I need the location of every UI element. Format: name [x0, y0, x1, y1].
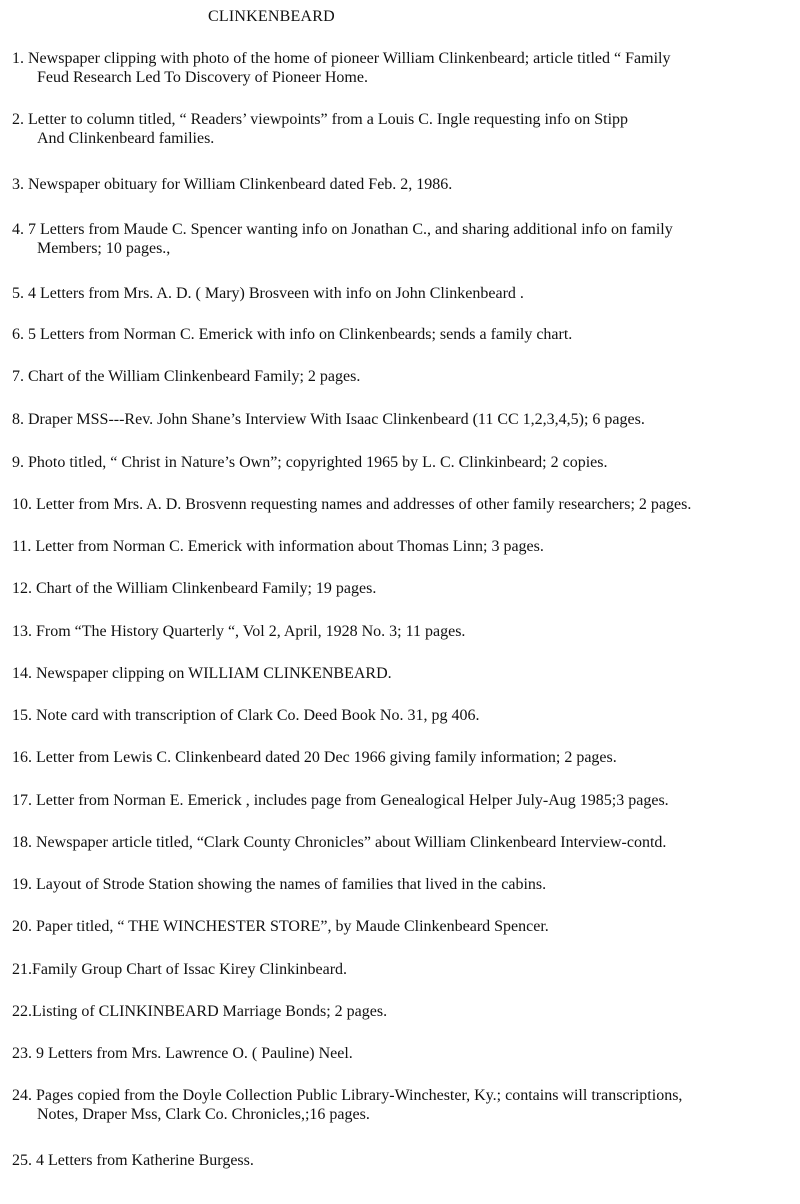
list-item: [12, 453, 792, 472]
list-item: [12, 960, 792, 979]
list-item-text: 25. 4 Letters from Katherine Burgess.: [12, 1152, 254, 1169]
list-item: [12, 1002, 792, 1021]
list-item-text: 15. Note card with transcription of Clark Co. Deed Book No. 31, pg 406.: [12, 707, 480, 724]
list-item-text: 17. Letter from Norman E. Emerick , includes page from Genealogical Helper July-Aug 1985;3 pages.: [12, 792, 669, 809]
list-item-continuation: Notes, Draper Mss, Clark Co. Chronicles,;16 pages.: [37, 1106, 370, 1123]
list-item: [12, 284, 792, 303]
list-item-text: 7. Chart of the William Clinkenbeard Family; 2 pages.: [12, 368, 361, 385]
list-item-text: 16. Letter from Lewis C. Clinkenbeard dated 20 Dec 1966 giving family information; 2 pages.: [12, 749, 617, 766]
list-item: [12, 1151, 792, 1170]
list-item-continuation: And Clinkenbeard families.: [37, 130, 215, 147]
list-item-text: 20. Paper titled, “ THE WINCHESTER STORE”, by Maude Clinkenbeard Spencer.: [12, 918, 549, 935]
list-item: [12, 875, 792, 894]
list-item: [12, 706, 792, 725]
list-item: [12, 325, 792, 344]
list-item-text: 10. Letter from Mrs. A. D. Brosvenn requesting names and addresses of other family researchers; 2 pages.: [12, 496, 692, 513]
list-item-text: 5. 4 Letters from Mrs. A. D. ( Mary) Brosveen with info on John Clinkenbeard .: [12, 285, 524, 302]
list-item: [12, 1086, 792, 1124]
list-item: [12, 791, 792, 810]
list-item-text: 11. Letter from Norman C. Emerick with information about Thomas Linn; 3 pages.: [12, 538, 544, 555]
list-item-text: 13. From “The History Quarterly “, Vol 2, April, 1928 No. 3; 11 pages.: [12, 623, 466, 640]
list-item-text: 14. Newspaper clipping on WILLIAM CLINKENBEARD.: [12, 665, 392, 682]
list-item-text: 21.Family Group Chart of Issac Kirey Clinkinbeard.: [12, 961, 348, 978]
list-item: [12, 495, 792, 514]
list-item: [12, 410, 792, 429]
list-item: [12, 833, 792, 852]
list-item: [12, 664, 792, 683]
list-item-text: 24. Pages copied from the Doyle Collection Public Library-Winchester, Ky.; contains will transcriptions,: [12, 1087, 683, 1104]
list-item: [12, 622, 792, 641]
list-item-text: 18. Newspaper article titled, “Clark County Chronicles” about William Clinkenbeard Interview-contd.: [12, 834, 667, 851]
list-item-continuation: Feud Research Led To Discovery of Pioneer Home.: [37, 69, 368, 86]
list-item-text: 6. 5 Letters from Norman C. Emerick with info on Clinkenbeards; sends a family chart.: [12, 326, 573, 343]
list-item: [12, 175, 792, 194]
list-item-text: 2. Letter to column titled, “ Readers’ viewpoints” from a Louis C. Ingle requesting info on Stipp: [12, 111, 629, 128]
list-item: [12, 917, 792, 936]
list-item: [12, 367, 792, 386]
list-item-text: 12. Chart of the William Clinkenbeard Family; 19 pages.: [12, 580, 377, 597]
list-item-text: 22.Listing of CLINKINBEARD Marriage Bonds; 2 pages.: [12, 1003, 388, 1020]
list-item-text: 19. Layout of Strode Station showing the names of families that lived in the cabins.: [12, 876, 547, 893]
list-item-text: 8. Draper MSS---Rev. John Shane’s Interview With Isaac Clinkenbeard (11 CC 1,2,3,4,5); 6 pages.: [12, 411, 645, 428]
list-item: [12, 1044, 792, 1063]
list-item-text: 1. Newspaper clipping with photo of the home of pioneer William Clinkenbeard; article titled “ Family: [12, 50, 671, 67]
list-item-text: 3. Newspaper obituary for William Clinkenbeard dated Feb. 2, 1986.: [12, 176, 453, 193]
list-item: [12, 49, 792, 87]
list-item-continuation: Members; 10 pages.,: [37, 240, 171, 257]
document-title: CLINKENBEARD: [208, 8, 335, 25]
list-item: [12, 579, 792, 598]
list-item-text: 23. 9 Letters from Mrs. Lawrence O. ( Pauline) Neel.: [12, 1045, 353, 1062]
list-item: [12, 748, 792, 767]
list-item: [12, 110, 792, 148]
list-item-text: 4. 7 Letters from Maude C. Spencer wanting info on Jonathan C., and sharing additional info on family: [12, 221, 673, 238]
list-item: [12, 220, 792, 258]
list-item-text: 9. Photo titled, “ Christ in Nature’s Own”; copyrighted 1965 by L. C. Clinkinbeard; 2 copies.: [12, 454, 608, 471]
list-item: [12, 537, 792, 556]
